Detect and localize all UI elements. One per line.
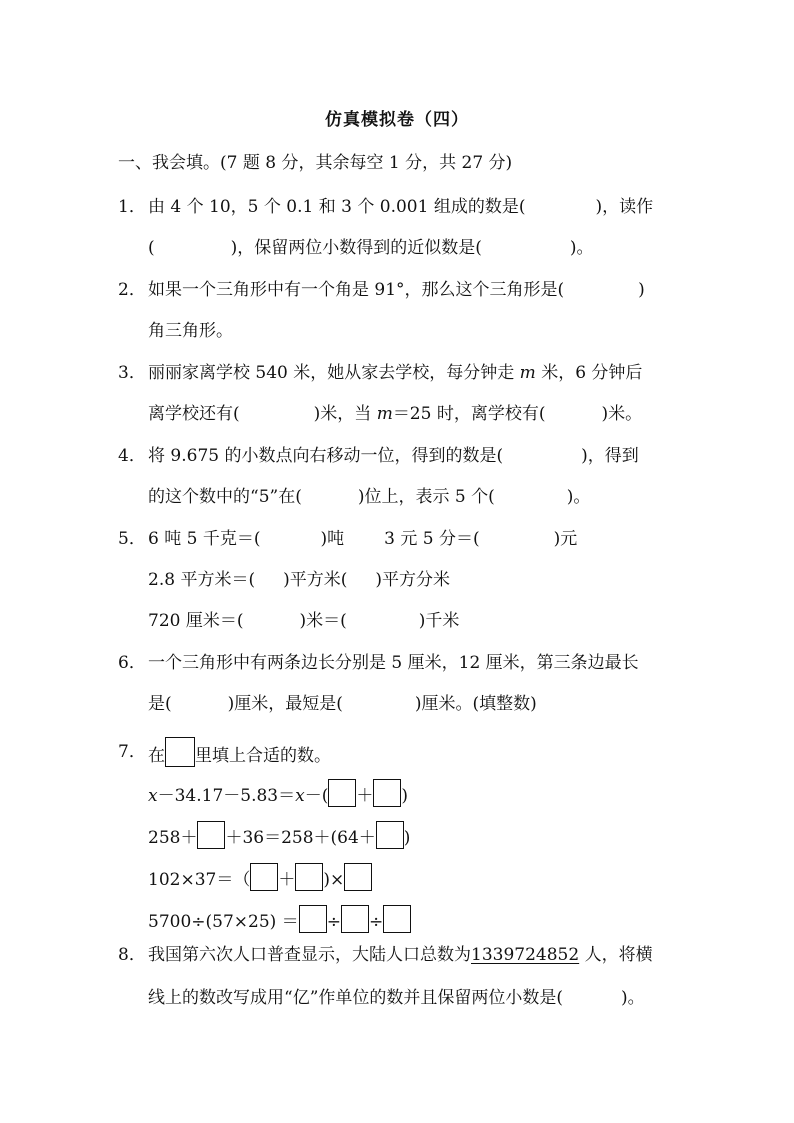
q1-line1: [148, 192, 653, 217]
q4-line2: [148, 482, 590, 507]
q7-row3: [148, 863, 372, 891]
q7-r4-box-1[interactable]: [299, 905, 327, 933]
q3-text-d: )米，当: [313, 404, 377, 424]
q2-number: 2．: [118, 280, 146, 300]
q7-r1-box-1[interactable]: [328, 779, 356, 807]
q1-text-c: (: [148, 238, 155, 258]
q7-r4-text-a: 5700÷(57×25) ＝: [148, 912, 299, 932]
section-heading: 一、我会填。(7 题 8 分，其余每空 1 分，共 27 分): [118, 153, 513, 173]
q1-line2: [148, 233, 594, 258]
q7-r2-close: ): [403, 828, 411, 848]
q5-text-f: )平方米(: [283, 570, 348, 590]
q5-text-g: )平方分米: [375, 570, 450, 590]
answer-box-sample: [165, 737, 195, 767]
q7-r4-box-3[interactable]: [383, 905, 411, 933]
q7-r2-text-b: ＋36＝258＋(64＋: [225, 828, 376, 848]
q8-text-d: )。: [621, 988, 645, 1008]
q3-var-m: m: [519, 363, 536, 383]
q2-line1: [148, 275, 645, 300]
q7-r1-close: ): [401, 786, 408, 806]
q5-text-b: )吨: [320, 529, 345, 549]
q7-r2-box-2[interactable]: [376, 821, 404, 849]
q3-line2: [148, 399, 642, 424]
q5-text-j: )千米: [418, 611, 460, 631]
q6-text-b: 是(: [148, 694, 172, 714]
q5-line1: [148, 524, 577, 549]
q7-r2-text-a: 258＋: [148, 828, 198, 848]
q7-r1-text-d: －(: [304, 786, 329, 806]
q6-text-d: )厘米。(填整数): [414, 694, 537, 714]
q4-text-b: )，得到: [581, 446, 639, 466]
q8-text-b: 人，将横: [579, 945, 653, 965]
q5-line2: [148, 565, 450, 590]
q7-r3-box-2[interactable]: [295, 863, 323, 891]
q4-text-e: )。: [566, 487, 591, 507]
q7-r1-text-b: －34.17－5.83＝: [157, 786, 296, 806]
q2-text-b: ): [638, 280, 645, 300]
q8-text-a: 我国第六次人口普查显示，大陆人口总数为: [148, 945, 471, 965]
q7-r2-box-1[interactable]: [197, 821, 225, 849]
q7-r3-box-3[interactable]: [344, 863, 372, 891]
q7-r1-var-x: x: [148, 786, 158, 806]
q7-number: 7．: [118, 742, 146, 762]
q7-line1: [148, 737, 331, 767]
q7-r1-var-x2: x: [295, 786, 305, 806]
q2-line2: 角三角形。: [148, 321, 233, 341]
q6-number: 6．: [118, 653, 146, 673]
q7-r4-box-2[interactable]: [341, 905, 369, 933]
q4-text-d: )位上，表示 5 个(: [357, 487, 495, 507]
q3-line1: [148, 358, 642, 383]
q7-row4: [148, 905, 411, 933]
q3-text-e: ＝25 时，离学校有(: [392, 404, 546, 424]
q3-var-m2: m: [376, 404, 393, 424]
q8-number: 8．: [118, 945, 146, 965]
q5-number: 5．: [118, 529, 146, 549]
q7-r1-box-2[interactable]: [373, 779, 401, 807]
q1-text-b: )，读作: [595, 197, 654, 217]
q5-line3: [148, 606, 459, 631]
q7-r3-text-a: 102×37＝（: [148, 870, 251, 890]
q7-r1-plus: ＋: [356, 786, 374, 806]
q2-text-a: 如果一个三角形中有一个角是 91°，那么这个三角形是(: [148, 280, 565, 300]
q5-text-c: 3 元 5 分＝(: [384, 529, 480, 549]
q6-line1: 一个三角形中有两条边长分别是 5 厘米，12 厘米，第三条边最长: [148, 653, 639, 673]
q5-text-d: )元: [553, 529, 578, 549]
q3-text-b: 米，6 分钟后: [535, 363, 643, 383]
q7-text-a: 在: [148, 746, 165, 766]
q7-r3-plus: ＋: [278, 870, 296, 890]
q1-number: 1．: [118, 197, 146, 217]
q7-r3-times: )×: [323, 870, 345, 890]
q4-line1: [148, 441, 639, 466]
q4-text-c: 的这个数中的“5”在(: [148, 487, 302, 507]
q6-line2: [148, 689, 537, 714]
q1-text-e: )。: [569, 238, 594, 258]
q1-text-a: 由 4 个 10，5 个 0.1 和 3 个 0.001 组成的数是(: [148, 197, 526, 217]
q7-row1: [148, 779, 408, 807]
q5-text-e: 2.8 平方米＝(: [148, 570, 256, 590]
q3-text-c: 离学校还有(: [148, 404, 240, 424]
q8-underlined-number: 1339724852: [471, 945, 580, 965]
page-title: 仿真模拟卷（四）: [325, 110, 469, 130]
q3-text-f: )米。: [601, 404, 643, 424]
q3-text-a: 丽丽家离学校 540 米，她从家去学校，每分钟走: [148, 363, 520, 383]
q5-text-i: )米＝(: [299, 611, 347, 631]
q7-r3-box-1[interactable]: [250, 863, 278, 891]
q5-text-h: 720 厘米＝(: [148, 611, 244, 631]
q4-text-a: 将 9.675 的小数点向右移动一位，得到的数是(: [148, 446, 504, 466]
q8-line2: [148, 983, 645, 1008]
q6-text-c: )厘米，最短是(: [227, 694, 343, 714]
q7-r4-div-2: ÷: [368, 912, 384, 932]
q7-text-b: 里填上合适的数。: [195, 746, 331, 766]
q8-text-c: 线上的数改写成用“亿”作单位的数并且保留两位小数是(: [148, 988, 564, 1008]
q1-text-d: )，保留两位小数得到的近似数是(: [230, 238, 482, 258]
q5-text-a: 6 吨 5 千克＝(: [148, 529, 261, 549]
q4-number: 4．: [118, 446, 146, 466]
q3-number: 3．: [118, 363, 146, 383]
q7-row2: [148, 821, 410, 849]
q8-line1: [148, 940, 653, 965]
q7-r4-div-1: ÷: [326, 912, 341, 932]
